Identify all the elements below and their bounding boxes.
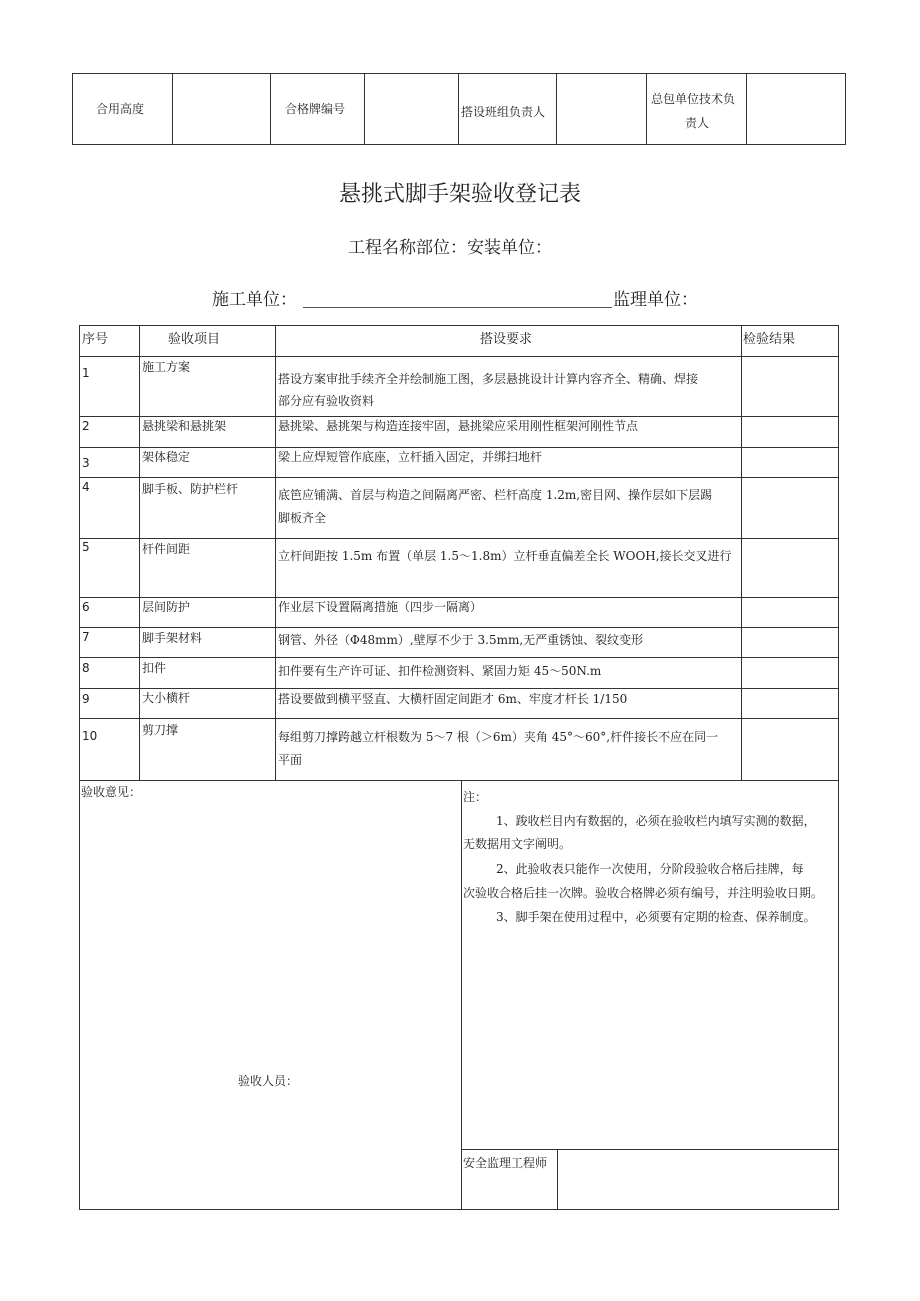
row-requirement: 每组剪刀撑跨越立杆根数为 5～7 根（＞6m）夹角 45°～60°,杆件接长不应在同一: [278, 730, 719, 744]
row-item: 层间防护: [142, 600, 191, 614]
top-cell-contractor-tech-label-2: 责人: [685, 116, 710, 130]
row-item: 悬挑梁和悬挑架: [142, 419, 227, 433]
row-no: 5: [82, 540, 90, 554]
supervision-unit-label: 监理单位：: [613, 290, 698, 310]
row-item: 脚手板、防护栏杆: [142, 482, 239, 496]
row-no: 6: [82, 600, 90, 614]
row-no: 3: [82, 456, 90, 470]
row-requirement-cont: 脚板齐全: [278, 511, 327, 525]
construction-unit-label: 施工单位：: [212, 290, 297, 310]
project-line: 工程名称部位：安装单位：: [348, 238, 552, 258]
row-item: 剪刀撑: [142, 723, 179, 737]
top-cell-height-label: 合用高度: [96, 102, 145, 116]
row-no: 8: [82, 661, 90, 675]
row-item: 架体稳定: [142, 450, 191, 464]
row-item: 脚手架材料: [142, 631, 203, 645]
personnel-label: 验收人员：: [238, 1074, 299, 1088]
row-item: 施工方案: [142, 360, 191, 374]
top-cell-contractor-tech-label-1: 总包单位技术负: [651, 92, 736, 106]
notes-label: 注：: [463, 790, 488, 804]
row-item: 扣件: [142, 661, 167, 675]
row-requirement: 钢管、外径（Φ48mm）,壁厚不少于 3.5mm,无严重锈蚀、裂纹变形: [278, 633, 644, 647]
safety-engineer-label: 安全监理工程师: [463, 1156, 548, 1170]
header-result: 检验结果: [743, 332, 796, 347]
row-requirement-cont: 部分应有验收资料: [278, 394, 375, 408]
top-cell-team-leader-label: 搭设班组负责人: [461, 105, 546, 119]
row-no: 1: [82, 366, 90, 380]
row-requirement: 搭设要做到横平竖直、大横杆固定间距才 6m、牢度才杆长 1/150: [278, 692, 628, 706]
top-cell-tag-number-label: 合格牌编号: [285, 102, 346, 116]
row-no: 2: [82, 419, 90, 433]
row-requirement: 扣件要有生产许可证、扣件检测资料、紧固力矩 45～50N.m: [278, 664, 602, 678]
row-no: 7: [82, 630, 90, 644]
opinion-label: 验收意见：: [81, 785, 142, 799]
row-requirement: 梁上应焊短管作底座，立杆插入固定，并绑扫地杆: [278, 450, 543, 464]
page-title: 悬挑式脚手架验收登记表: [338, 182, 581, 207]
row-requirement-cont: 平面: [278, 753, 303, 767]
row-no: 9: [82, 692, 90, 706]
row-requirement: 底笆应铺满、首层与构造之间隔离严密、栏杆高度 1.2m,密目网、操作层如下层踢: [278, 488, 713, 502]
note-1: 1、踆收栏目内有数据的，必须在验收栏内填写实测的数据，: [496, 814, 816, 828]
row-requirement: 搭设方案审批手续齐全并绘制施工图，多层悬挑设计计算内容齐全、精确、焊接: [278, 372, 699, 386]
note-1-cont: 无数据用文字阐明。: [463, 837, 572, 851]
header-requirement: 搭设要求: [480, 332, 533, 347]
note-3: 3、脚手架在使用过程中，必须要有定期的检查、保养制度。: [496, 910, 816, 924]
row-requirement: 悬挑梁、悬挑架与构造连接牢固，悬挑梁应采用刚性框架河刚性节点: [278, 419, 639, 433]
header-no: 序号: [82, 332, 109, 347]
row-item: 大小横杆: [142, 691, 191, 705]
note-2: 2、此验收表只能作一次使用，分阶段验收合格后挂牌，每: [496, 862, 804, 876]
row-no: 10: [82, 729, 98, 743]
row-requirement: 作业层下设置隔离措施（四步一隔离）: [278, 600, 483, 614]
header-item: 验收项目: [168, 332, 221, 347]
row-no: 4: [82, 480, 90, 494]
row-item: 杆件间距: [142, 542, 191, 556]
construction-unit-underline: [303, 307, 612, 308]
row-requirement: 立杆间距按 1.5m 布置（单层 1.5～1.8m）立杆垂直偏差全长 WOOH,接长交叉进行: [278, 549, 732, 563]
note-2-cont: 次验收合格后挂一次牌。验收合格牌必须有编号，并注明验收日期。: [463, 886, 824, 900]
